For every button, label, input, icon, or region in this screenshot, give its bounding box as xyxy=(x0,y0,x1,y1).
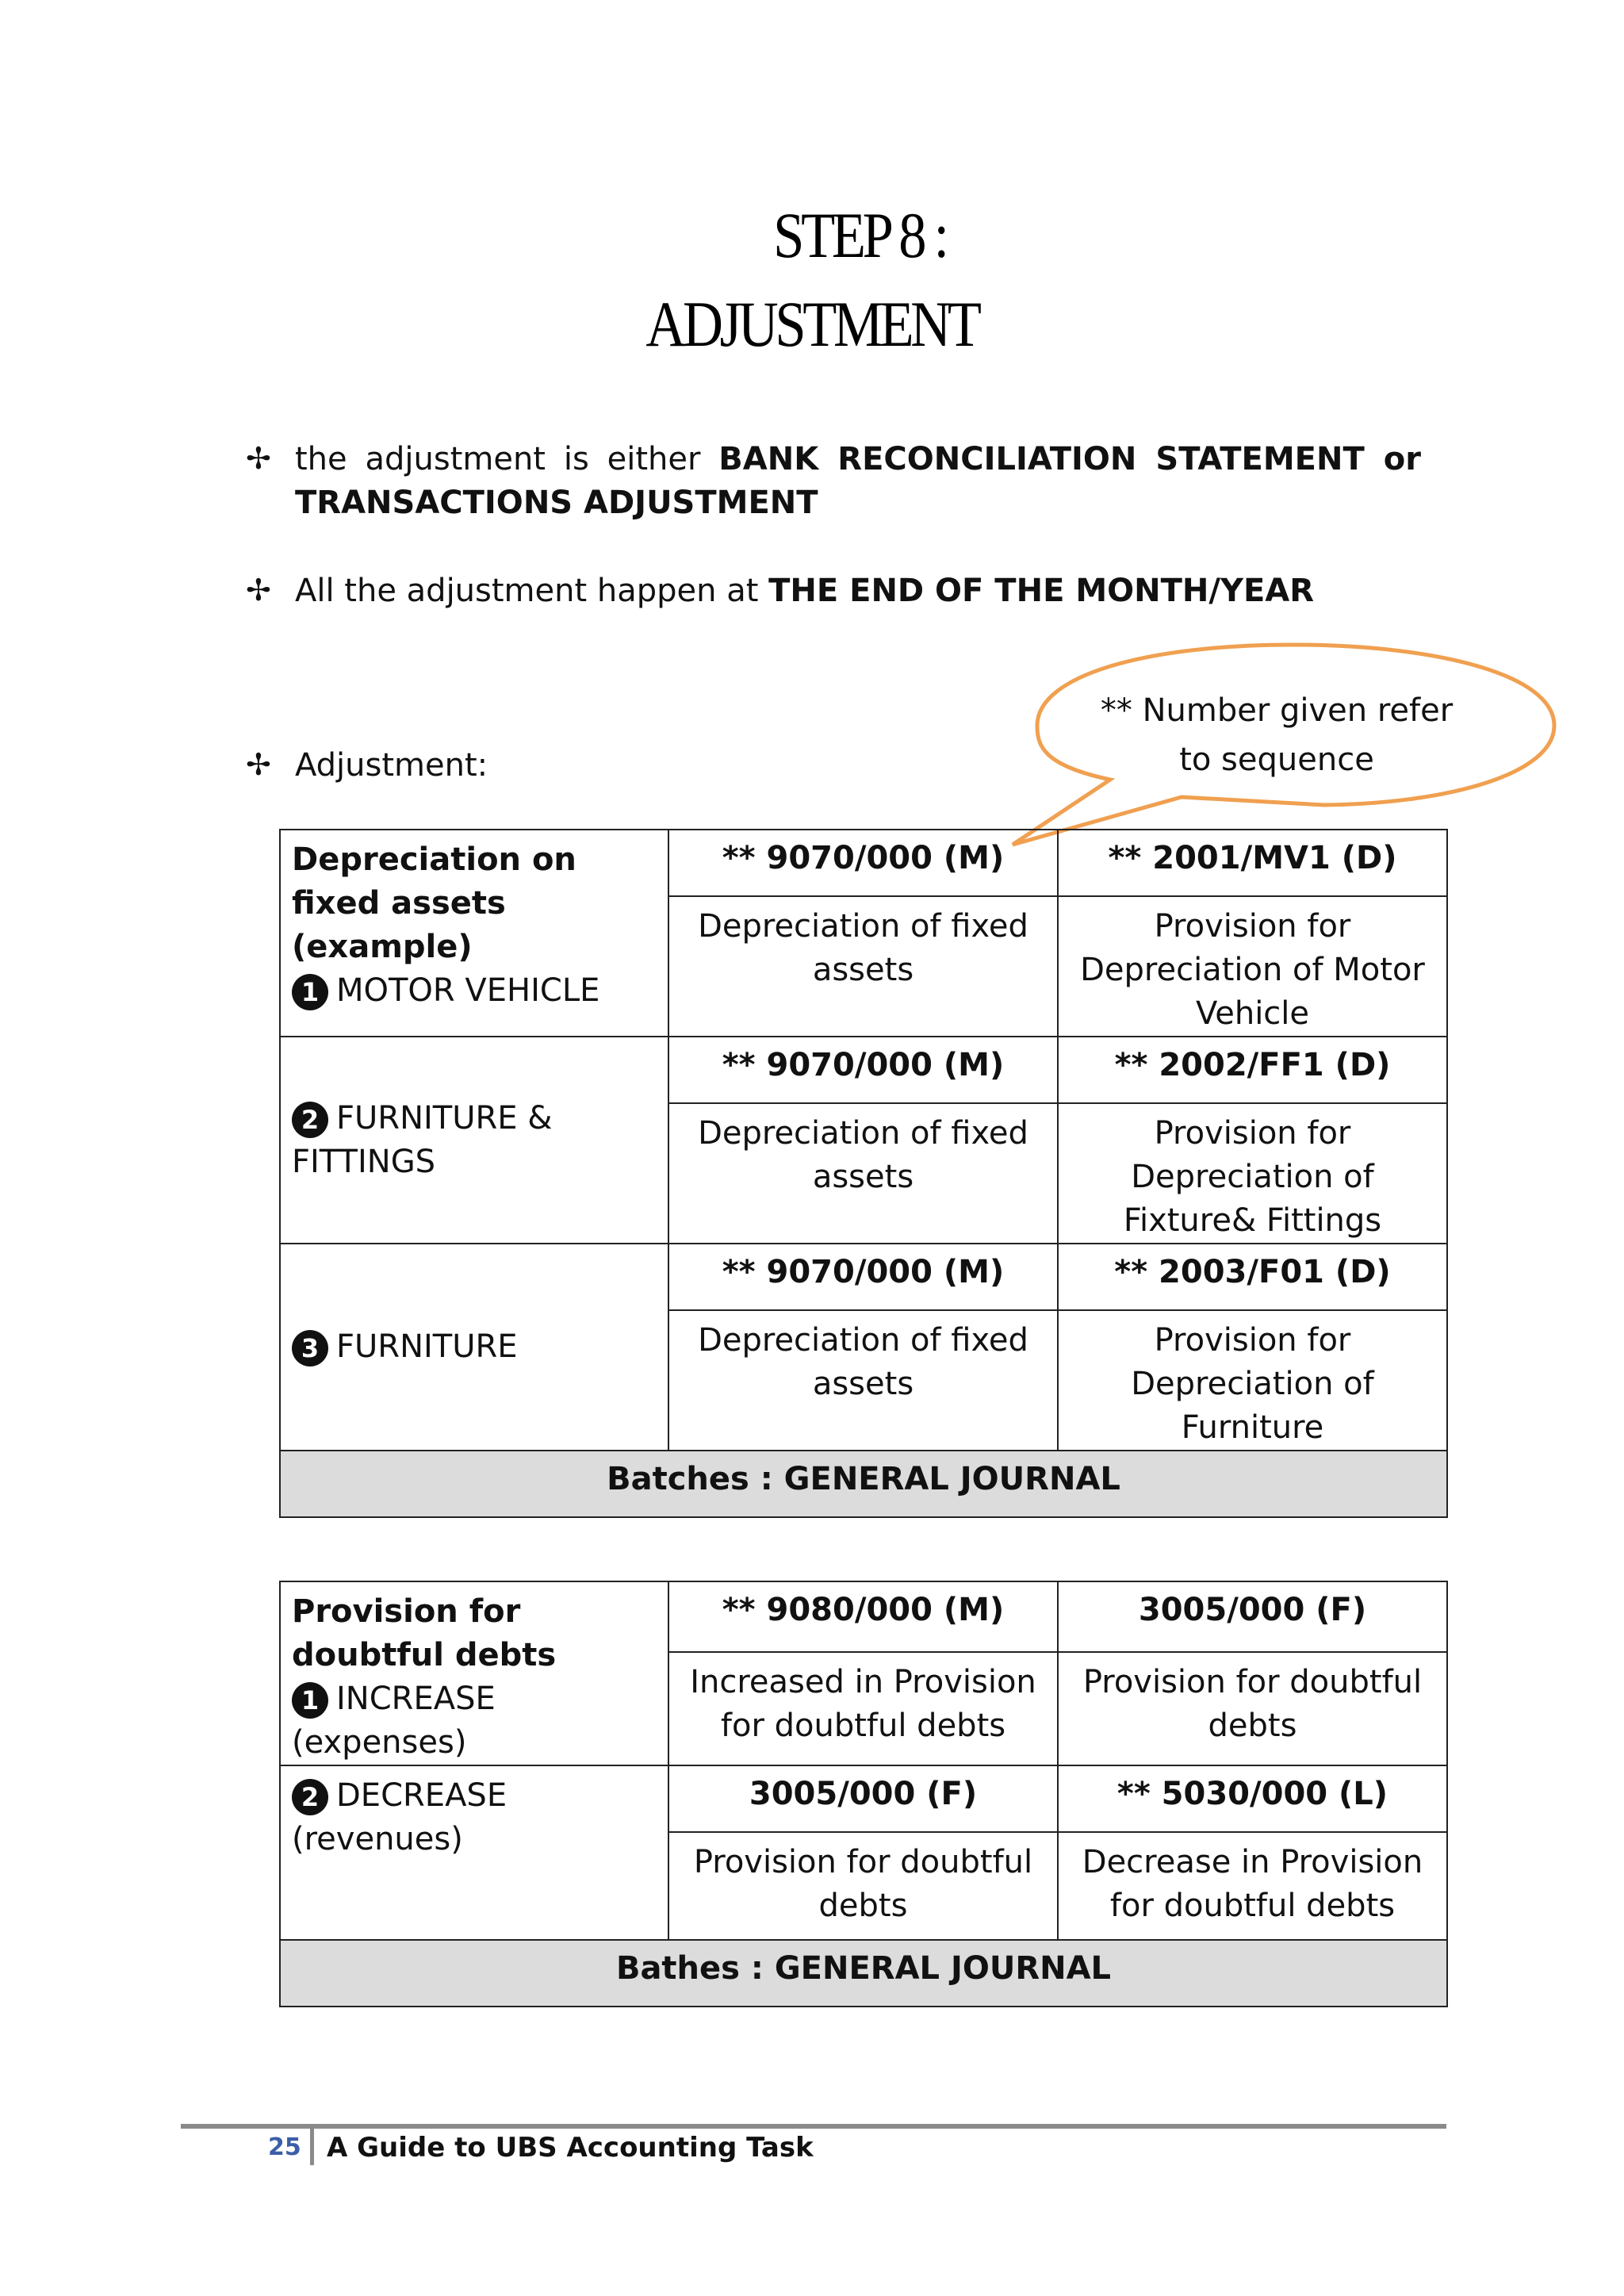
number-circle-icon: 1 xyxy=(292,974,328,1010)
page-number: 25 xyxy=(268,2133,301,2161)
account-code-credit: ** 2003/F01 (D) xyxy=(1058,1244,1447,1310)
callout-text: ** Number given refer to sequence xyxy=(1100,692,1454,778)
number-circle-icon: 3 xyxy=(292,1330,328,1366)
footer-rule xyxy=(181,2124,1446,2129)
bullet-strong-text: THE END OF THE MONTH/YEAR xyxy=(768,573,1315,609)
row-label: FURNITURE xyxy=(336,1328,518,1365)
depreciation-table xyxy=(279,829,1448,1518)
check-bullet-icon: ✢ xyxy=(246,441,271,476)
bullet-text: All the adjustment happen at xyxy=(295,573,769,609)
check-bullet-icon: ✢ xyxy=(246,573,271,608)
table-row-label xyxy=(280,1244,668,1451)
table-row-label xyxy=(280,1581,668,1765)
account-code-debit: ** 9070/000 (M) xyxy=(668,830,1058,896)
account-code-debit: ** 9070/000 (M) xyxy=(668,1037,1058,1103)
account-desc-credit: Provision for Depreciation of Furniture xyxy=(1058,1310,1447,1451)
row-label: FURNITURE & FITTINGS xyxy=(292,1099,553,1180)
account-desc-credit: Decrease in Provision for doubtful debts xyxy=(1058,1832,1447,1940)
account-desc-credit: Provision for doubtful debts xyxy=(1058,1652,1447,1765)
account-desc-debit: Depreciation of fixed assets xyxy=(668,1310,1058,1451)
bullet-text: the adjustment is either xyxy=(295,441,719,477)
footer-title: A Guide to UBS Accounting Task xyxy=(327,2132,814,2164)
batch-footer: Batches : GENERAL JOURNAL xyxy=(280,1451,1447,1517)
account-code-debit: 3005/000 (F) xyxy=(668,1765,1058,1832)
account-desc-debit: Depreciation of fixed assets xyxy=(668,896,1058,1037)
account-code-credit: ** 2001/MV1 (D) xyxy=(1058,830,1447,896)
row-label: INCREASE (expenses) xyxy=(292,1681,496,1761)
account-code-debit: ** 9080/000 (M) xyxy=(668,1581,1058,1652)
table-header-label: Depreciation on fixed assets (example) xyxy=(292,841,576,965)
number-circle-icon: 2 xyxy=(292,1779,328,1815)
footer-separator xyxy=(310,2129,314,2165)
account-desc-credit: Provision for Depreciation of Motor Vehicle xyxy=(1058,896,1447,1037)
bullet-text: Adjustment: xyxy=(295,747,488,784)
page-title-line1: STEP 8 : xyxy=(773,199,946,271)
account-code-debit: ** 9070/000 (M) xyxy=(668,1244,1058,1310)
callout-bubble xyxy=(1007,638,1578,853)
table-row-label xyxy=(280,1037,668,1244)
account-desc-debit: Provision for doubtful debts xyxy=(668,1832,1058,1940)
row-label: DECREASE (revenues) xyxy=(292,1777,508,1857)
table-header-label: Provision for doubtful debts xyxy=(292,1593,557,1673)
batch-footer: Bathes : GENERAL JOURNAL xyxy=(280,1940,1447,2007)
page-title-line2: ADJUSTMENT xyxy=(645,288,979,360)
doubtful-debts-table xyxy=(279,1581,1448,2007)
account-desc-debit: Increased in Provision for doubtful debts xyxy=(668,1652,1058,1765)
table-row-label xyxy=(280,830,668,1037)
account-desc-credit: Provision for Depreciation of Fixture& Fittings xyxy=(1058,1103,1447,1244)
account-code-credit: ** 5030/000 (L) xyxy=(1058,1765,1447,1832)
account-desc-debit: Depreciation of fixed assets xyxy=(668,1103,1058,1244)
bullet-strong-text: BANK RECONCILIATION STATEMENT or TRANSACTIONS ADJUSTMENT xyxy=(295,441,1421,521)
account-code-credit: ** 2002/FF1 (D) xyxy=(1058,1037,1447,1103)
row-label: MOTOR VEHICLE xyxy=(336,972,600,1009)
number-circle-icon: 2 xyxy=(292,1102,328,1138)
account-code-credit: 3005/000 (F) xyxy=(1058,1581,1447,1652)
number-circle-icon: 1 xyxy=(292,1682,328,1719)
table-row-label xyxy=(280,1765,668,1940)
check-bullet-icon: ✢ xyxy=(246,747,271,782)
